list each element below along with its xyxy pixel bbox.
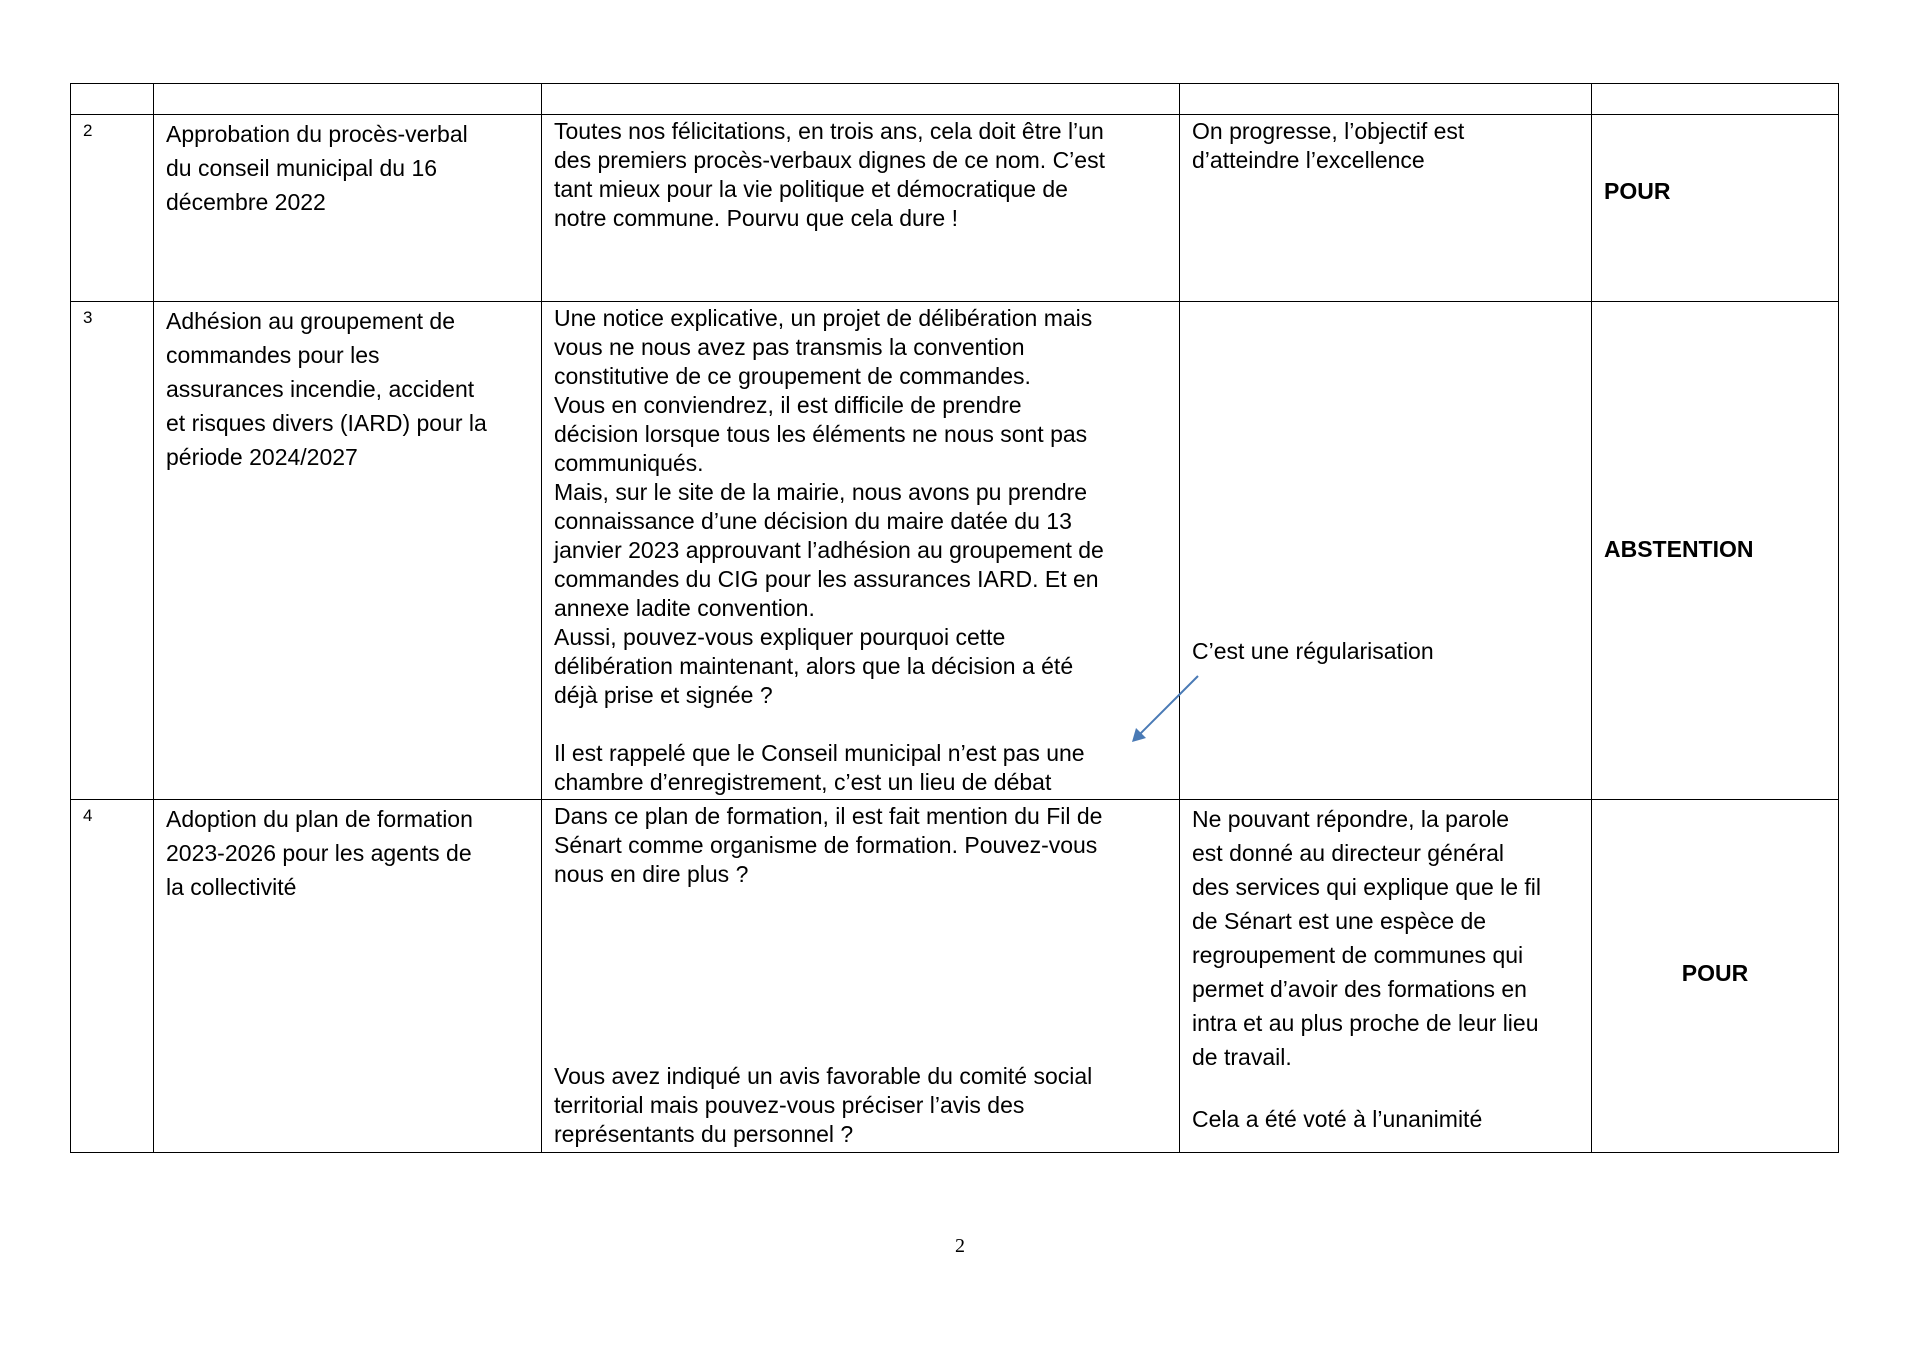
answer-text: Cela a été voté à l’unanimité bbox=[1192, 1106, 1483, 1132]
agenda-topic-text: Adhésion au groupement de commandes pour les assurances incendie, accident et risques divers (IARD) pour la période 2024/2027 bbox=[166, 308, 487, 470]
vote-label: POUR bbox=[1604, 178, 1671, 204]
answer-text: On progresse, l’objectif est d’atteindre l’excellence bbox=[1192, 118, 1465, 173]
question-paragraph: Dans ce plan de formation, il est fait mention du Fil de Sénart comme organisme de formation. Pouvez-vous nous en dire plus ? bbox=[554, 803, 1103, 887]
row-number-text: 3 bbox=[83, 308, 93, 327]
answer-text: C’est une régularisation bbox=[1192, 638, 1434, 664]
question-paragraph: Il est rappelé que le Conseil municipal n’est pas une chambre d’enregistrement, c’est un lieu de débat bbox=[554, 740, 1085, 795]
vote-label: POUR bbox=[1681, 960, 1749, 986]
row-number-text: 2 bbox=[83, 121, 93, 140]
agenda-topic-text: Approbation du procès-verbal du conseil municipal du 16 décembre 2022 bbox=[166, 121, 468, 215]
question-paragraph: Toutes nos félicitations, en trois ans, cela doit être l’un des premiers procès-verbaux dignes de ce nom. C’est tant mieux pour la vie politique et démocratique de notre commune. Pourvu que cela dure ! bbox=[554, 118, 1105, 231]
row-number-text: 4 bbox=[83, 806, 93, 825]
page-number: 2 bbox=[955, 1235, 965, 1257]
question-paragraph: Vous avez indiqué un avis favorable du comité social territorial mais pouvez-vous préciser l’avis des représentants du personnel ? bbox=[554, 1063, 1093, 1147]
vote-label: ABSTENTION bbox=[1604, 536, 1754, 562]
arrow-line bbox=[1140, 676, 1198, 734]
agenda-topic-text: Adoption du plan de formation 2023-2026 pour les agents de la collectivité bbox=[166, 806, 473, 900]
question-paragraph: Une notice explicative, un projet de délibération mais vous ne nous avez pas transmis la convention constitutive de ce groupement de commandes. Vous en conviendrez, il est difficile de prendre décision lorsque tous les éléments ne nous sont pas communiqués. Mais, sur le site de la mairie, nous avons pu prendre connaissance d’une décision du maire datée du 13 janvier 2023 approuvant l’adhésion au groupement de commandes du CIG pour les assurances IARD. Et en annexe ladite convention. Aussi, pouvez-vous expliquer pourquoi cette délibération maintenant, alors que la décision a été déjà prise et signée ? bbox=[554, 305, 1104, 708]
answer-text: Ne pouvant répondre, la parole est donné au directeur général des services qui explique que le fil de Sénart est une espèce de regroupement de communes qui permet d’avoir des formations en intra et au plus proche de leur lieu de travail. bbox=[1192, 806, 1542, 1070]
